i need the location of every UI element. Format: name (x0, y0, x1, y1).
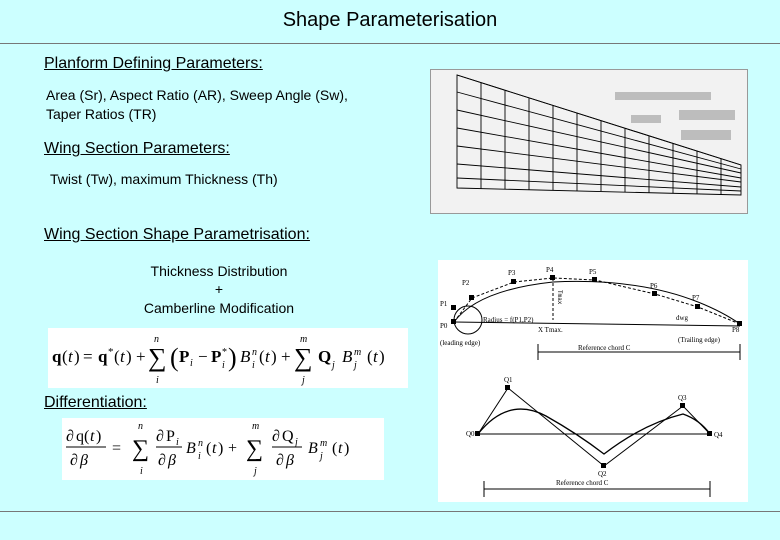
svg-text:∂: ∂ (66, 428, 74, 445)
planform-params-line1: Area (Sr), Aspect Ratio (AR), Sweep Angle (Sw), (46, 87, 348, 103)
svg-text:i: i (252, 360, 255, 371)
svg-text:β: β (168, 452, 176, 469)
svg-text:q(: q( (76, 428, 90, 445)
svg-text:): ) (74, 347, 80, 366)
page-title: Shape Parameterisation (282, 9, 498, 31)
svg-text:(: ( (170, 343, 179, 372)
svg-text:i: i (176, 437, 179, 448)
camber-point-label: Q4 (714, 431, 723, 439)
svg-text:*: * (108, 346, 114, 358)
svg-text:(: ( (114, 347, 120, 366)
radius-label: Radius = f(P1,P2) (483, 316, 534, 324)
svg-text:j: j (302, 375, 305, 386)
camber-point-label: Q0 (466, 430, 475, 438)
svg-text:m: m (320, 438, 328, 449)
shape-camber-label: Camberline Modification (143, 300, 295, 316)
svg-text:(: ( (206, 440, 212, 457)
section-params: Twist (Tw), maximum Thickness (Th) (50, 171, 278, 187)
tmax-label: Tmax (556, 290, 563, 305)
airfoil-point-label: P4 (546, 266, 554, 274)
airfoil-point-label: P5 (589, 268, 597, 276)
svg-text:B: B (342, 347, 353, 366)
parametrisation-formula (48, 328, 408, 388)
svg-text:∑: ∑ (132, 436, 150, 462)
svg-text:): ) (344, 440, 350, 457)
svg-text:∂: ∂ (70, 452, 78, 469)
svg-text:P: P (211, 347, 222, 366)
svg-text:∂: ∂ (156, 428, 164, 445)
bottom-divider (0, 511, 780, 512)
airfoil-point-label: P3 (508, 269, 516, 277)
svg-text:∂: ∂ (158, 452, 166, 469)
airfoil-control-points-figure (438, 260, 748, 364)
svg-text:+: + (281, 347, 291, 366)
svg-text:B: B (186, 440, 196, 457)
shape-thickness-label: Thickness Distribution (150, 263, 288, 279)
trailing-edge-label: (Trailing edge) (678, 336, 720, 344)
svg-text:B: B (240, 347, 251, 366)
svg-text:(: ( (62, 347, 68, 366)
airfoil-chord-label: Reference chord C (578, 344, 631, 352)
svg-text:(: ( (259, 347, 265, 366)
camber-point-label: Q3 (678, 394, 687, 402)
svg-text:B: B (308, 440, 318, 457)
svg-text:n: n (138, 421, 143, 432)
svg-text:j: j (254, 466, 257, 477)
svg-text:β: β (286, 452, 294, 469)
svg-text:*: * (222, 347, 227, 358)
dw-label: dwg (676, 314, 689, 322)
camber-chord-label: Reference chord C (556, 479, 609, 487)
svg-text:(: ( (332, 440, 338, 457)
svg-text:i: i (198, 451, 201, 462)
svg-text:∂: ∂ (272, 428, 280, 445)
svg-text:P: P (166, 428, 175, 445)
camber-point-label: Q1 (504, 376, 513, 384)
svg-text:q: q (98, 347, 108, 366)
svg-text:n: n (154, 334, 159, 345)
shape-heading: Wing Section Shape Parametrisation: (44, 226, 310, 243)
airfoil-point-label: P6 (650, 282, 658, 290)
svg-text:P: P (179, 347, 190, 366)
section-heading: Wing Section Parameters: (44, 140, 230, 157)
svg-text:t: t (212, 440, 217, 457)
svg-text:(: ( (367, 347, 373, 366)
svg-text:m: m (300, 334, 308, 345)
svg-text:−: − (198, 347, 208, 366)
svg-text:i: i (222, 360, 225, 371)
svg-text:i: i (140, 466, 143, 477)
leading-edge-label: (leading edge) (440, 339, 481, 347)
airfoil-point-label: P0 (440, 322, 448, 330)
planform-params-line2: Taper Ratios (TR) (46, 106, 157, 122)
svg-text:∂: ∂ (276, 452, 284, 469)
svg-text:β: β (80, 452, 88, 469)
differentiation-heading: Differentiation: (44, 394, 147, 411)
svg-text:=: = (83, 347, 93, 366)
svg-text:): ) (379, 347, 385, 366)
svg-text:): ) (228, 343, 237, 372)
camberline-control-points-figure (438, 364, 748, 502)
svg-text:): ) (218, 440, 224, 457)
airfoil-point-label: P7 (692, 294, 700, 302)
svg-text:): ) (126, 347, 132, 366)
svg-text:∑: ∑ (246, 436, 264, 462)
svg-text:): ) (271, 347, 277, 366)
svg-text:t: t (68, 347, 73, 366)
svg-text:Q: Q (282, 428, 294, 445)
svg-text:+: + (136, 347, 146, 366)
svg-text:Q: Q (318, 347, 332, 366)
svg-text:t: t (120, 347, 125, 366)
svg-text:+: + (228, 440, 238, 457)
xmax-label: X Tmax. (538, 326, 563, 334)
camber-point-label: Q2 (598, 470, 607, 478)
svg-text:i: i (190, 358, 193, 369)
svg-text:=: = (112, 440, 122, 457)
airfoil-point-label: P1 (440, 300, 448, 308)
airfoil-point-label: P2 (462, 279, 470, 287)
svg-text:q: q (52, 347, 62, 366)
svg-text:j: j (354, 360, 357, 371)
svg-text:j: j (320, 451, 323, 462)
svg-text:m: m (252, 421, 260, 432)
airfoil-point-label: P8 (732, 326, 740, 334)
wing-planform-image (430, 69, 748, 214)
svg-text:j: j (332, 360, 335, 371)
svg-text:): ) (96, 428, 102, 445)
svg-text:j: j (295, 437, 298, 448)
svg-text:n: n (198, 438, 203, 449)
svg-text:t: t (90, 428, 95, 445)
top-divider (0, 43, 780, 44)
svg-text:∑: ∑ (148, 343, 167, 372)
svg-text:i: i (156, 375, 159, 386)
svg-text:m: m (354, 347, 362, 358)
shape-plus: + (214, 281, 224, 297)
svg-text:t: t (373, 347, 378, 366)
svg-text:n: n (252, 347, 257, 358)
svg-text:∑: ∑ (294, 343, 313, 372)
svg-text:t: t (338, 440, 343, 457)
planform-heading: Planform Defining Parameters: (44, 55, 263, 72)
differentiation-formula (62, 418, 384, 480)
svg-text:t: t (265, 347, 270, 366)
